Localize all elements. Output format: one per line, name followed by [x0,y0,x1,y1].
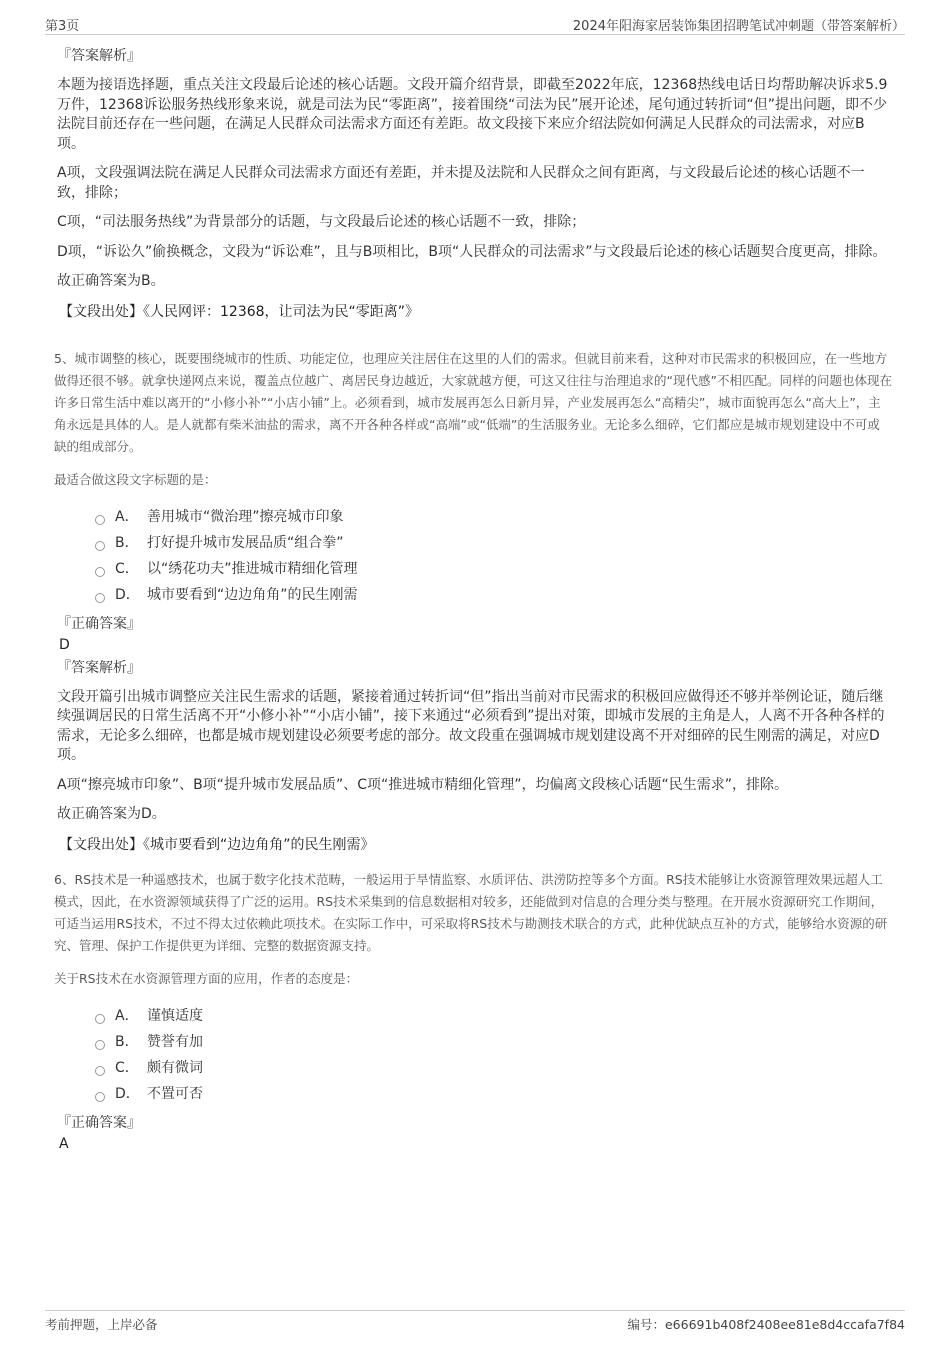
option-a[interactable]: A． 谨慎适度 [95,1003,892,1029]
analysis-paragraph: 文段开篇引出城市调整应关注民生需求的话题，紧接着通过转折词“但”指出当前对市民需求的积极回应做得还不够并举例论证，随后继续强调居民的日常生活离不开“小修小补”“小店小铺”，接下来通过“必须看到”提出对策，即城市发展的主角是人，人离不开各种各样的需求，无论多么细碎，也都是城市规划建设必须要考虑的部分。故文段重在强调城市规划建设离不开对细碎的民生刚需的满足，对应D项。 [57,688,885,763]
radio-icon[interactable] [95,1040,105,1050]
radio-icon[interactable] [95,1014,105,1024]
document-id: 编号：e66691b408f2408ee81e8d4ccafa7f84 [627,1317,905,1332]
analysis-paragraph: C项，“司法服务热线”为背景部分的话题，与文段最后论述的核心话题不一致，排除； [57,214,586,230]
correct-answer-label: 『正确答案』 [57,1114,141,1131]
radio-icon[interactable] [95,1066,105,1076]
radio-icon[interactable] [95,515,105,525]
analysis-paragraph: 本题为接语选择题，重点关注文段最后论述的核心话题。文段开篇介绍背景，即截至2022年底，12368热线电话日均帮助解决诉求5.9万件，12368诉讼服务热线形象来说，就是司法为民“零距离”，接着围绕“司法为民”展开论述，尾句通过转折词“但”提出问题，即不少法院目前还存在一些问题，在满足人民群众司法需求方面还有差距。故文段接下来应介绍法院如何满足人民群众的司法需求，对应B项。 [57,77,888,152]
question-prompt: 最适合做这段文字标题的是： [54,471,217,487]
footer-slogan: 考前押题，上岸必备 [45,1317,158,1332]
radio-icon[interactable] [95,541,105,551]
page-header [45,12,905,35]
question-text: 5、城市调整的核心，既要围绕城市的性质、功能定位，也理应关注居住在这里的人们的需求。但就目前来看，这种对市民需求的积极回应，在一些地方做得还很不够。就拿快递网点来说，覆盖点位越广、离居民身边越近，大家就越方便，可这又往往与治理追求的“现代感”不相匹配。同样的问题也体现在许多日常生活中难以离开的“小修小补”“小店小铺”上。必须看到，城市发展再怎么日新月异，产业发展再怎么“高精尖”，城市面貌再怎么“高大上”，主角永远是具体的人。是人就都有柴米油盐的需求，离不开各种各样或“高端”或“低端”的生活服务业。无论多么细碎，它们都应是城市规划建设中不可或缺的组成部分。 [54,350,892,454]
option-list [57,504,892,608]
page-number: 第3页 [45,19,80,34]
option-d[interactable]: D． 城市要看到“边边角角”的民生刚需 [95,582,892,608]
document-body [54,46,892,1157]
analysis-paragraph: A项“擦亮城市印象”、B项“提升城市发展品质”、C项“推进城市精细化管理”，均偏离文段核心话题“民生需求”，排除。 [57,776,788,793]
analysis-label: 『答案解析』 [57,48,141,64]
source-citation: 【文段出处】《人民网评：12368，让司法为民“零距离”》 [59,303,420,320]
radio-icon[interactable] [95,567,105,577]
question-6 [54,869,892,1153]
correct-answer: D [59,636,70,653]
question-5 [54,348,892,855]
option-b[interactable]: B． 赞誉有加 [95,1029,892,1055]
analysis-label: 『答案解析』 [57,659,141,676]
option-a[interactable]: A． 善用城市“微治理”擦亮城市印象 [95,504,892,530]
analysis-paragraph: 故正确答案为B。 [57,273,165,289]
option-c[interactable]: C． 颇有微词 [95,1055,892,1081]
option-list [57,1003,892,1107]
option-c[interactable]: C． 以“绣花功夫”推进城市精细化管理 [95,556,892,582]
analysis-paragraph: D项，“诉讼久”偷换概念，文段为“诉讼难”，且与B项相比，B项“人民群众的司法需求”与文段最后论述的核心话题契合度更高，排除。 [57,243,887,260]
source-citation: 【文段出处】《城市要看到“边边角角”的民生刚需》 [59,836,375,853]
analysis-paragraph: 故正确答案为D。 [57,806,166,822]
correct-answer: A [59,1135,69,1152]
document-title: 2024年阳海家居装饰集团招聘笔试冲刺题（带答案解析） [572,19,905,34]
analysis-paragraph: A项，文段强调法院在满足人民群众司法需求方面还有差距，并未提及法院和人民群众之间有距离，与文段最后论述的核心话题不一致，排除； [57,165,865,201]
page-footer [45,1310,905,1335]
answer-analysis-block-q4 [57,46,892,322]
option-b[interactable]: B． 打好提升城市发展品质“组合拳” [95,530,892,556]
radio-icon[interactable] [95,1092,105,1102]
radio-icon[interactable] [95,593,105,603]
correct-answer-label: 『正确答案』 [57,615,141,632]
option-d[interactable]: D． 不置可否 [95,1081,892,1107]
question-prompt: 关于RS技术在水资源管理方面的应用，作者的态度是： [54,970,359,986]
question-text: 6、RS技术是一种遥感技术，也属于数字化技术范畴，一般运用于旱情监察、水质评估、洪涝防控等多个方面。RS技术能够让水资源管理效果远超人工模式，因此，在水资源领域获得了广泛的运用。RS技术采集到的信息数据相对较多，还能做到对信息的合理分类与整理。在开展水资源研究工作期间，可适当运用RS技术，不过不得太过依赖此项技术。在实际工作中，可采取将RS技术与勘测技术联合的方式，此种优缺点互补的方式，能够给水资源的研究、管理、保护工作提供更为详细、完整的数据资源支持。 [54,871,888,953]
